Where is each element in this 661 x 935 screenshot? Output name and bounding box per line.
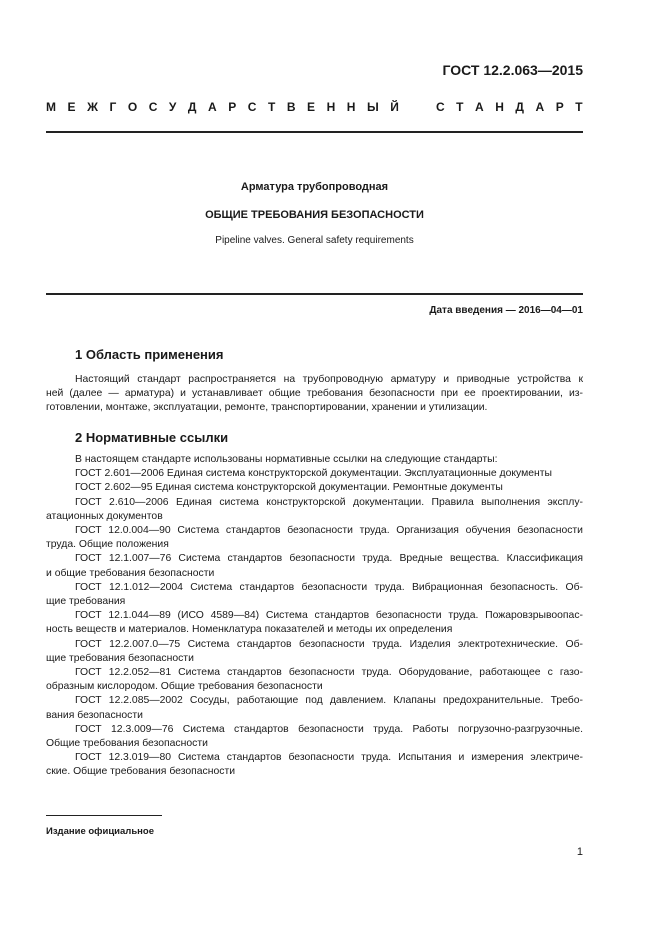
reference-item [46,638,583,666]
page-title: ОБЩИЕ ТРЕБОВАНИЯ БЕЗОПАСНОСТИ [205,209,424,221]
reference-item [46,751,583,779]
reference-item [46,581,583,609]
banner-letter: М [46,100,56,114]
banner-letter: А [207,100,217,114]
banner-letter: Т [575,100,583,114]
banner-letter: Н [326,100,336,114]
banner-letter: С [435,100,445,114]
text-line: ГОСТ 2.602—95 Единая система конструкторской документации. Ремонтные документы [75,482,503,494]
banner-letter: Й [390,100,399,114]
section-2-heading: 2 Нормативные ссылки [75,430,229,445]
standard-type-banner [46,100,583,114]
section-1-body [46,373,583,416]
banner-letter: О [127,100,138,114]
banner-letter: Т [456,100,464,114]
text-line: ГОСТ 12.3.009—76 Система стандартов безопасности труда. Работы погрузочно-разгрузочные. [75,723,583,735]
text-line: ГОСТ 12.2.085—2002 Сосуды, работающие под давлением. Клапаны предохранительные. Требо- [75,695,583,707]
text-line: и общие требования безопасности [46,567,215,579]
banner-letter: Д [187,100,197,114]
banner-letter: С [148,100,158,114]
banner-letter: У [168,100,177,114]
text-line: ГОСТ 2.601—2006 Единая система конструкторской документации. Эксплуатационные документы [75,468,553,480]
section-1-heading: 1 Область применения [75,347,224,362]
text-line: труда. Общие положения [46,539,169,551]
reference-item [46,666,583,694]
title-rule [46,293,583,295]
banner-letter: С [247,100,257,114]
edition-note: Издание официальное [46,826,154,837]
banner-letter: Е [307,100,316,114]
banner-letter: Т [267,100,276,114]
text-line: щие требования [46,596,126,608]
banner-letter: Е [67,100,76,114]
reference-item [46,453,583,467]
banner-letter: Р [228,100,237,114]
banner-letter: Г [109,100,117,114]
reference-item [46,467,583,481]
reference-item [46,496,583,524]
document-number: ГОСТ 12.2.063—2015 [442,62,583,78]
banner-letter: В [286,100,296,114]
text-line: ские. Общие требования безопасности [46,766,236,778]
reference-item [46,723,583,751]
text-line: ность веществ и материалов. Номенклатура показателей и методы их определения [46,624,453,636]
section-2-body [46,453,583,780]
reference-item [46,552,583,580]
title-en: Pipeline valves. General safety requirements [215,235,414,246]
text-line: Общие требования безопасности [46,738,208,750]
banner-letter: Н [495,100,504,114]
banner-letter: Ы [366,100,379,114]
reference-item [46,694,583,722]
reference-item [46,524,583,552]
banner-letter: Р [555,100,564,114]
banner-letter: Н [346,100,356,114]
text-line: В настоящем стандарте использованы нормативные ссылки на следующие стандарты: [75,454,498,465]
text-line: ГОСТ 12.3.019—80 Система стандартов безопасности труда. Испытания и измерения электриче- [75,752,583,764]
banner-letter: Д [515,100,524,114]
text-line: ГОСТ 12.1.012—2004 Система стандартов безопасности труда. Вибрационная безопасность. Об- [75,581,583,593]
text-line: щие требования безопасности [46,652,194,664]
reference-item [46,481,583,495]
text-line: ГОСТ 2.610—2006 Единая система конструкторской документации. Правила выполнения эксплу- [75,496,583,508]
banner-gap [410,100,424,114]
title-ru: Арматура трубопроводная [240,181,389,193]
introduction-date: Дата введения — 2016—04—01 [429,305,583,316]
text-line: ГОСТ 12.2.052—81 Система стандартов безопасности труда. Оборудование, работающее с газо- [75,667,583,679]
text-line: атационных документов [46,510,163,522]
text-line: вания безопасности [46,709,143,721]
text-line: ней (далее — арматура) и устанавливает общие требования безопасности при ее проектировании, из- [46,388,583,400]
text-line: ГОСТ 12.0.004—90 Система стандартов безопасности труда. Организация обучения безопасности [75,525,583,537]
banner-letter: Ж [87,100,98,114]
banner-letter: А [535,100,545,114]
text-line: образным кислородом. Общие требования безопасности [46,681,323,693]
text-line: Настоящий стандарт распространяется на трубопроводную арматуру и приводные устройства к [75,374,583,385]
text-line: ГОСТ 12.1.007—76 Система стандартов безопасности труда. Вредные вещества. Классификация [75,553,583,565]
page-number: 1 [576,846,583,858]
banner-letter: А [475,100,484,114]
text-line: готовлении, монтаже, эксплуатации, ремонте, транспортировании, хранении и утилизации. [46,402,488,414]
text-line: ГОСТ 12.2.007.0—75 Система стандартов безопасности труда. Изделия электротехнические. Об- [75,638,583,650]
footer-rule [46,815,162,816]
header-rule [46,131,583,133]
reference-item [46,609,583,637]
text-line: ГОСТ 12.1.044—89 (ИСО 4589—84) Система стандартов безопасности труда. Пожаровзрывоопас- [75,610,583,622]
